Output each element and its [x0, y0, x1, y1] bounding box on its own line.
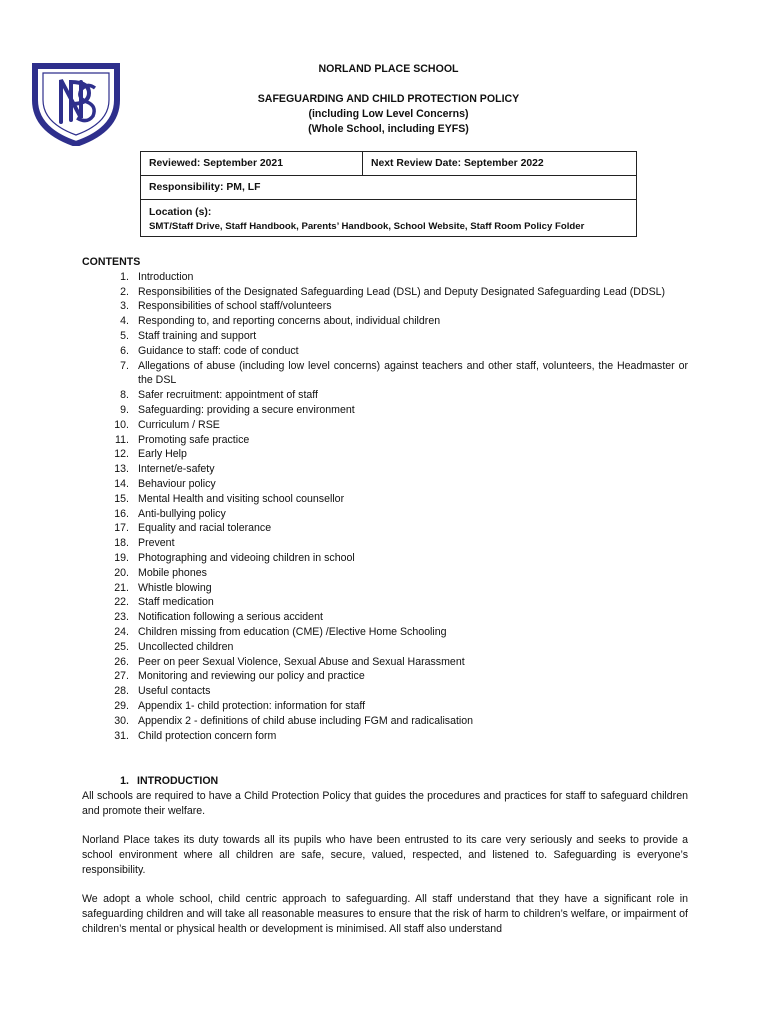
- location-cell: [141, 200, 637, 237]
- next-review-cell: Next Review Date: September 2022: [363, 152, 637, 176]
- contents-item-number: 10.: [114, 418, 129, 431]
- contents-item-number: 3.: [120, 300, 129, 313]
- contents-item: [82, 299, 688, 314]
- contents-item: [82, 581, 688, 596]
- contents-item-text: Allegations of abuse (including low level concerns) against teachers and other staff, volunteers, the Headmaster or the DSL: [138, 359, 688, 387]
- contents-item-text: Appendix 2 - definitions of child abuse including FGM and radicalisation: [138, 714, 474, 727]
- contents-item-text: Mobile phones: [138, 566, 207, 579]
- contents-item-number: 4.: [120, 315, 129, 328]
- intro-paragraph-3: We adopt a whole school, child centric approach to safeguarding. All staff understand that they have a significant role in safeguarding children and will take all reasonable measures to ensure that the risk of harm to children’s welfare, or impairment of children’s mental or physical health or development is minimised. All staff also understand: [82, 893, 688, 935]
- contents-item-number: 7.: [120, 359, 129, 372]
- contents-item: [82, 344, 688, 359]
- contents-item: [82, 462, 688, 477]
- contents-item: [82, 285, 688, 300]
- contents-item-text: Responding to, and reporting concerns about, individual children: [138, 315, 441, 328]
- contents-item-number: 20.: [114, 566, 129, 579]
- contents-item-number: 6.: [120, 344, 129, 357]
- policy-subtitle-2: (Whole School, including EYFS): [308, 123, 469, 135]
- contents-item-number: 13.: [114, 463, 129, 476]
- contents-item-number: 8.: [120, 389, 129, 402]
- contents-item-number: 28.: [114, 685, 129, 698]
- contents-item-number: 15.: [114, 492, 129, 505]
- contents-item: [82, 655, 688, 670]
- contents-item-text: Staff training and support: [138, 329, 257, 342]
- policy-subtitle-1: (including Low Level Concerns): [308, 108, 469, 120]
- contents-item-text: Early Help: [138, 448, 187, 461]
- contents-item-text: Mental Health and visiting school counsellor: [138, 492, 345, 505]
- contents-item-text: Notification following a serious accident: [138, 611, 323, 624]
- contents-item-number: 27.: [114, 670, 129, 683]
- contents-item: [82, 388, 688, 403]
- contents-item-number: 23.: [114, 611, 129, 624]
- contents-list: [82, 270, 688, 744]
- contents-item: [82, 625, 688, 640]
- location-value: SMT/Staff Drive, Staff Handbook, Parents’ Handbook, School Website, Staff Room Policy Folder: [149, 220, 585, 232]
- contents-item-text: Monitoring and reviewing our policy and practice: [138, 670, 365, 683]
- location-label: Location (s):: [149, 206, 212, 218]
- contents-item-text: Behaviour policy: [138, 477, 216, 490]
- contents-item-text: Staff medication: [138, 596, 214, 609]
- contents-item-number: 1.: [120, 270, 129, 283]
- school-name: NORLAND PLACE SCHOOL: [318, 63, 459, 75]
- contents-item-text: Uncollected children: [138, 640, 234, 653]
- contents-item: [82, 314, 688, 329]
- contents-item: [82, 729, 688, 744]
- contents-item: [82, 536, 688, 551]
- contents-item-text: Peer on peer Sexual Violence, Sexual Abuse and Sexual Harassment: [138, 655, 465, 668]
- contents-item: [82, 507, 688, 522]
- contents-item: [82, 418, 688, 433]
- contents-item: [82, 447, 688, 462]
- contents-item-text: Children missing from education (CME) /Elective Home Schooling: [138, 625, 447, 638]
- contents-item-text: Child protection concern form: [138, 729, 277, 742]
- contents-item: [82, 521, 688, 536]
- document-header: [140, 62, 637, 137]
- contents-item-number: 30.: [114, 714, 129, 727]
- contents-item: [82, 492, 688, 507]
- intro-paragraph-2: Norland Place takes its duty towards all its pupils who have been entrusted to its care very seriously and seeks to provide a school environment where all children are safe, secure, valued, respected, and listened to. Safeguarding is everyone’s responsibility.: [82, 834, 688, 876]
- contents-item: [82, 329, 688, 344]
- contents-item-text: Prevent: [138, 537, 175, 550]
- contents-item-text: Equality and racial tolerance: [138, 522, 272, 535]
- contents-item: [82, 551, 688, 566]
- contents-item-text: Curriculum / RSE: [138, 418, 220, 431]
- contents-item-text: Whistle blowing: [138, 581, 212, 594]
- contents-item-text: Responsibilities of the Designated Safeguarding Lead (DSL) and Deputy Designated Safeguarding Lead (DDSL): [138, 285, 666, 298]
- contents-item-number: 25.: [114, 640, 129, 653]
- contents-item-number: 11.: [115, 433, 129, 446]
- contents-item-number: 5.: [120, 329, 129, 342]
- contents-item-text: Guidance to staff: code of conduct: [138, 344, 299, 357]
- responsibility-cell: Responsibility: PM, LF: [141, 176, 637, 200]
- contents-item: [82, 714, 688, 729]
- contents-title: CONTENTS: [82, 256, 141, 268]
- contents-item-number: 19.: [114, 551, 129, 564]
- contents-item-number: 22.: [114, 596, 129, 609]
- contents-item-number: 24.: [114, 625, 129, 638]
- contents-item-text: Internet/e-safety: [138, 463, 215, 476]
- contents-item: [82, 684, 688, 699]
- contents-item-number: 12.: [114, 448, 129, 461]
- contents-item-text: Responsibilities of school staff/volunteers: [138, 300, 332, 313]
- contents-item: [82, 640, 688, 655]
- contents-item: [82, 669, 688, 684]
- contents-item: [82, 359, 688, 389]
- contents-item: [82, 403, 688, 418]
- contents-item-text: Safeguarding: providing a secure environment: [138, 403, 355, 416]
- contents-item-text: Photographing and videoing children in school: [138, 551, 355, 564]
- school-crest-icon: [31, 60, 121, 146]
- contents-item-number: 29.: [114, 699, 129, 712]
- contents-item-number: 17.: [114, 522, 129, 535]
- contents-item-number: 9.: [120, 403, 129, 416]
- introduction-section: [82, 774, 688, 937]
- introduction-heading: 1. INTRODUCTION: [120, 775, 219, 787]
- contents-item-text: Promoting safe practice: [138, 433, 250, 446]
- contents-item-text: Useful contacts: [138, 685, 211, 698]
- contents-item: [82, 610, 688, 625]
- contents-item: [82, 699, 688, 714]
- contents-item-number: 21.: [114, 581, 129, 594]
- contents-item-text: Anti-bullying policy: [138, 507, 226, 520]
- contents-item-text: Introduction: [138, 270, 194, 283]
- contents-item-text: Appendix 1- child protection: information for staff: [138, 699, 366, 712]
- contents-item-number: 14.: [114, 477, 129, 490]
- policy-title: SAFEGUARDING AND CHILD PROTECTION POLICY: [257, 93, 520, 105]
- contents-item-number: 16.: [114, 507, 129, 520]
- policy-meta-table: [140, 151, 637, 237]
- contents-item-text: Safer recruitment: appointment of staff: [138, 389, 318, 402]
- reviewed-cell: Reviewed: September 2021: [141, 152, 363, 176]
- contents-item-number: 26.: [114, 655, 129, 668]
- contents-item-number: 2.: [120, 285, 129, 298]
- contents-item: [82, 566, 688, 581]
- intro-paragraph-1: All schools are required to have a Child Protection Policy that guides the procedures and practices for staff to safeguard children and promote their welfare.: [82, 789, 688, 817]
- contents-item: [82, 433, 688, 448]
- contents-item: [82, 595, 688, 610]
- contents-item-number: 31.: [114, 729, 129, 742]
- contents-section: [82, 255, 688, 743]
- contents-item-number: 18.: [114, 537, 129, 550]
- contents-item: [82, 270, 688, 285]
- contents-item: [82, 477, 688, 492]
